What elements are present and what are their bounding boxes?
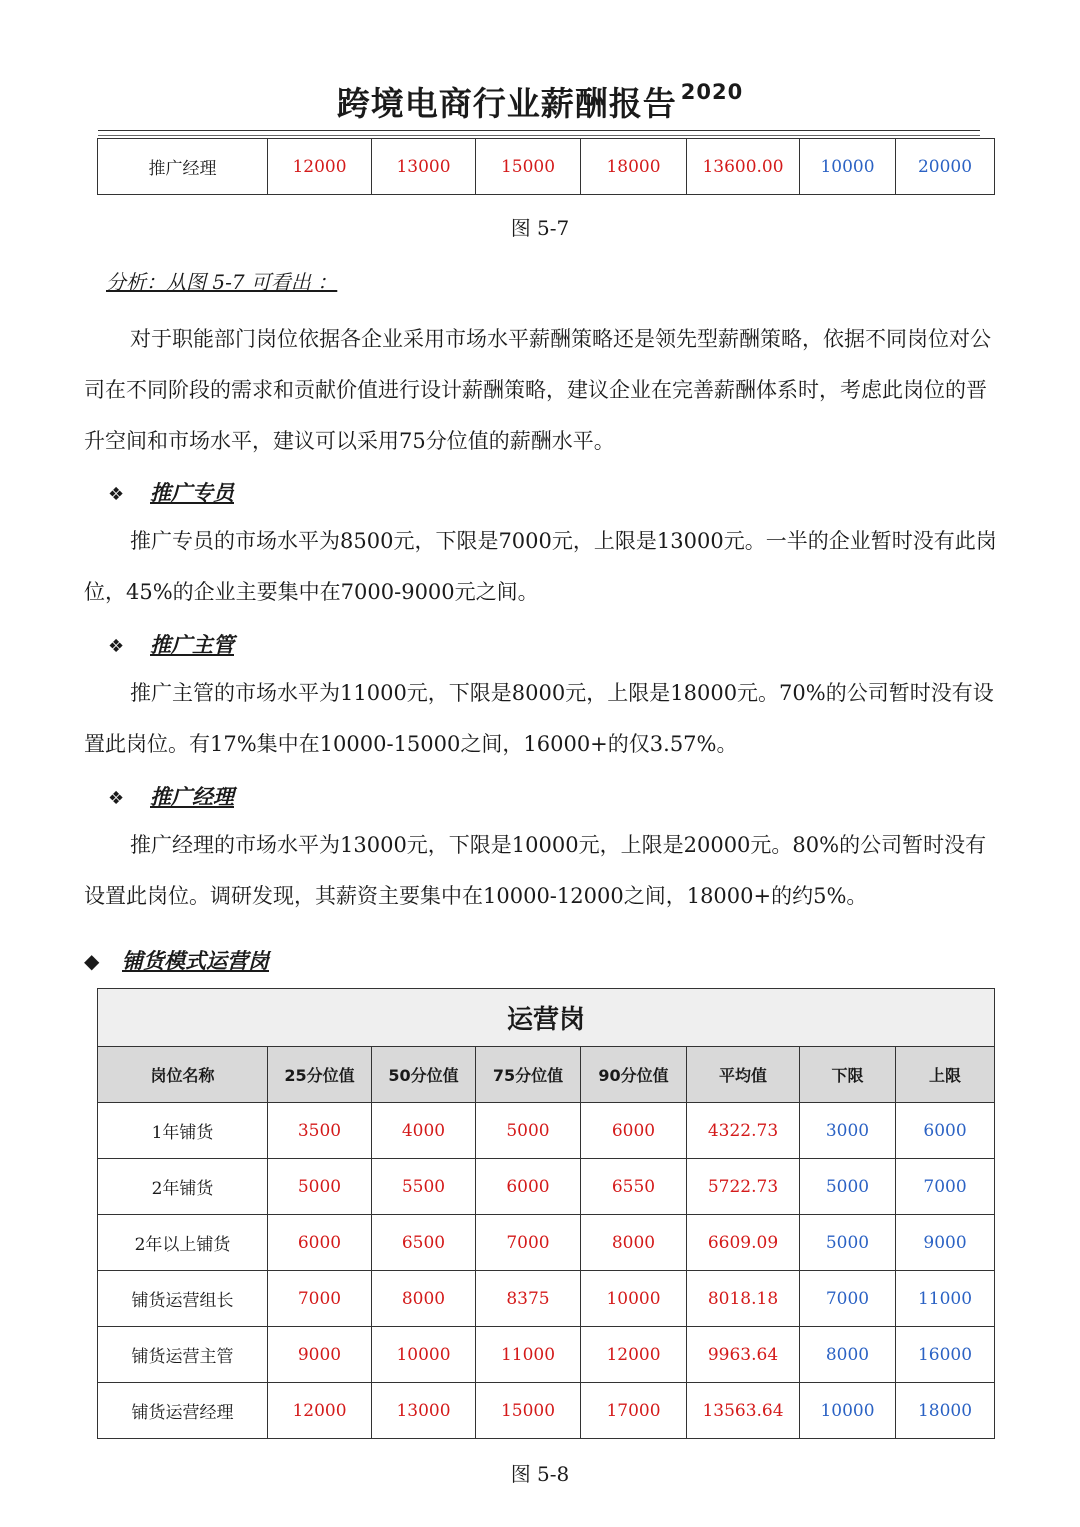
cell-p75: 11000 (476, 1327, 581, 1383)
cell-p75: 8375 (476, 1271, 581, 1327)
paragraph-text: 推广主管的市场水平为11000元，下限是8000元，上限是18000元。70%的公司暂时没有设置此岗位。有17%集中在10000-15000之间，16000+的仅3.57%。 (84, 681, 994, 756)
intro-paragraph-text: 对于职能部门岗位依据各企业采用市场水平薪酬策略还是领先型薪酬策略，依据不同岗位对公司在不同阶段的需求和贡献价值进行设计薪酬策略，建议企业在完善薪酬体系时，考虑此岗位的晋升空间和市场水平，建议可以采用75分位值的薪酬水平。 (84, 327, 991, 453)
cell-lower-limit: 7000 (800, 1271, 896, 1327)
cell-p50: 6500 (372, 1215, 476, 1271)
cell-average: 9963.64 (687, 1327, 800, 1383)
cell-p50: 13000 (372, 1383, 476, 1439)
cell-lower-limit: 10000 (800, 1383, 896, 1439)
cell-p25: 3500 (268, 1103, 372, 1159)
cell-p25: 5000 (268, 1159, 372, 1215)
cell-p25: 6000 (268, 1215, 372, 1271)
cell-lower-limit: 5000 (800, 1159, 896, 1215)
table-row (98, 1103, 995, 1159)
operations-salary-table (97, 988, 995, 1439)
diamond-bullet-icon: ❖ (108, 484, 125, 505)
cell-p75: 6000 (476, 1159, 581, 1215)
diamond-bullet-icon: ❖ (108, 788, 125, 809)
cell-p90: 8000 (581, 1215, 687, 1271)
cell-p90: 17000 (581, 1383, 687, 1439)
table-header-row (98, 1047, 995, 1103)
bullet-promotion-supervisor (108, 629, 234, 659)
figure-label-5-7: 图 5-7 (510, 216, 570, 240)
cell-position-name: 铺货运营主管 (98, 1327, 268, 1383)
cell-position-name: 2年以上铺货 (98, 1215, 268, 1271)
cell-p90: 6550 (581, 1159, 687, 1215)
cell-upper-limit: 11000 (896, 1271, 995, 1327)
table-caption: 运营岗 (98, 989, 995, 1047)
promotion-specialist-paragraph (84, 516, 1004, 618)
cell-lower-limit: 8000 (800, 1327, 896, 1383)
column-header: 平均值 (687, 1047, 800, 1103)
promotion-supervisor-paragraph (84, 668, 1004, 770)
cell-p25: 12000 (268, 1383, 372, 1439)
cell-p75: 15000 (476, 1383, 581, 1439)
cell-p50: 4000 (372, 1103, 476, 1159)
bullet-title: 推广主管 (150, 633, 234, 657)
cell-p90: 18000 (581, 139, 687, 195)
cell-p75: 7000 (476, 1215, 581, 1271)
table-row (98, 1383, 995, 1439)
intro-paragraph (84, 314, 1004, 467)
cell-p50: 13000 (372, 139, 476, 195)
cell-p75: 5000 (476, 1103, 581, 1159)
header-rule (98, 130, 980, 131)
column-header: 25分位值 (268, 1047, 372, 1103)
cell-average: 8018.18 (687, 1271, 800, 1327)
report-title-text: 跨境电商行业薪酬报告 (336, 84, 677, 123)
column-header: 上限 (896, 1047, 995, 1103)
section-heading (84, 945, 269, 975)
solid-diamond-icon: ◆ (84, 949, 100, 973)
report-title (0, 78, 1080, 125)
cell-position-name: 铺货运营经理 (98, 1383, 268, 1439)
report-year: 2020 (680, 80, 744, 104)
cell-p75: 15000 (476, 139, 581, 195)
cell-p50: 8000 (372, 1271, 476, 1327)
cell-average: 13563.64 (687, 1383, 800, 1439)
header-rule-thin (98, 135, 980, 136)
bullet-promotion-specialist (108, 477, 234, 507)
analysis-heading: 分析：从图 5-7 可看出 ： (106, 270, 338, 294)
table-row (98, 139, 995, 195)
table-row (98, 1159, 995, 1215)
cell-p90: 12000 (581, 1327, 687, 1383)
cell-p90: 6000 (581, 1103, 687, 1159)
cell-average: 5722.73 (687, 1159, 800, 1215)
cell-position-name: 推广经理 (98, 139, 268, 195)
cell-position-name: 铺货运营组长 (98, 1271, 268, 1327)
column-header: 下限 (800, 1047, 896, 1103)
column-header: 50分位值 (372, 1047, 476, 1103)
cell-position-name: 2年铺货 (98, 1159, 268, 1215)
cell-average: 6609.09 (687, 1215, 800, 1271)
figure-label-5-8: 图 5-8 (510, 1462, 570, 1486)
column-header: 岗位名称 (98, 1047, 268, 1103)
cell-p25: 9000 (268, 1327, 372, 1383)
cell-average: 4322.73 (687, 1103, 800, 1159)
cell-lower-limit: 10000 (800, 139, 896, 195)
column-header: 75分位值 (476, 1047, 581, 1103)
cell-position-name: 1年铺货 (98, 1103, 268, 1159)
cell-lower-limit: 5000 (800, 1215, 896, 1271)
cell-upper-limit: 16000 (896, 1327, 995, 1383)
cell-average: 13600.00 (687, 139, 800, 195)
cell-upper-limit: 9000 (896, 1215, 995, 1271)
cell-p90: 10000 (581, 1271, 687, 1327)
cell-lower-limit: 3000 (800, 1103, 896, 1159)
paragraph-text: 推广专员的市场水平为8500元，下限是7000元，上限是13000元。一半的企业暂时没有此岗位，45%的企业主要集中在7000-9000元之间。 (84, 529, 997, 604)
paragraph-text: 推广经理的市场水平为13000元，下限是10000元，上限是20000元。80%的公司暂时没有设置此岗位。调研发现，其薪资主要集中在10000-12000之间，18000+的约5%。 (84, 833, 987, 908)
cell-p25: 7000 (268, 1271, 372, 1327)
diamond-bullet-icon: ❖ (108, 636, 125, 657)
table-row (98, 1215, 995, 1271)
promotion-manager-paragraph (84, 820, 1004, 922)
table-row (98, 1327, 995, 1383)
bullet-promotion-manager (108, 781, 234, 811)
cell-upper-limit: 18000 (896, 1383, 995, 1439)
promotion-manager-table (97, 138, 995, 195)
bullet-title: 推广经理 (150, 785, 234, 809)
cell-upper-limit: 7000 (896, 1159, 995, 1215)
cell-p25: 12000 (268, 139, 372, 195)
table-row (98, 1271, 995, 1327)
column-header: 90分位值 (581, 1047, 687, 1103)
cell-p50: 5500 (372, 1159, 476, 1215)
cell-upper-limit: 20000 (896, 139, 995, 195)
bullet-title: 推广专员 (150, 481, 234, 505)
section-title: 铺货模式运营岗 (122, 949, 269, 973)
cell-upper-limit: 6000 (896, 1103, 995, 1159)
cell-p50: 10000 (372, 1327, 476, 1383)
